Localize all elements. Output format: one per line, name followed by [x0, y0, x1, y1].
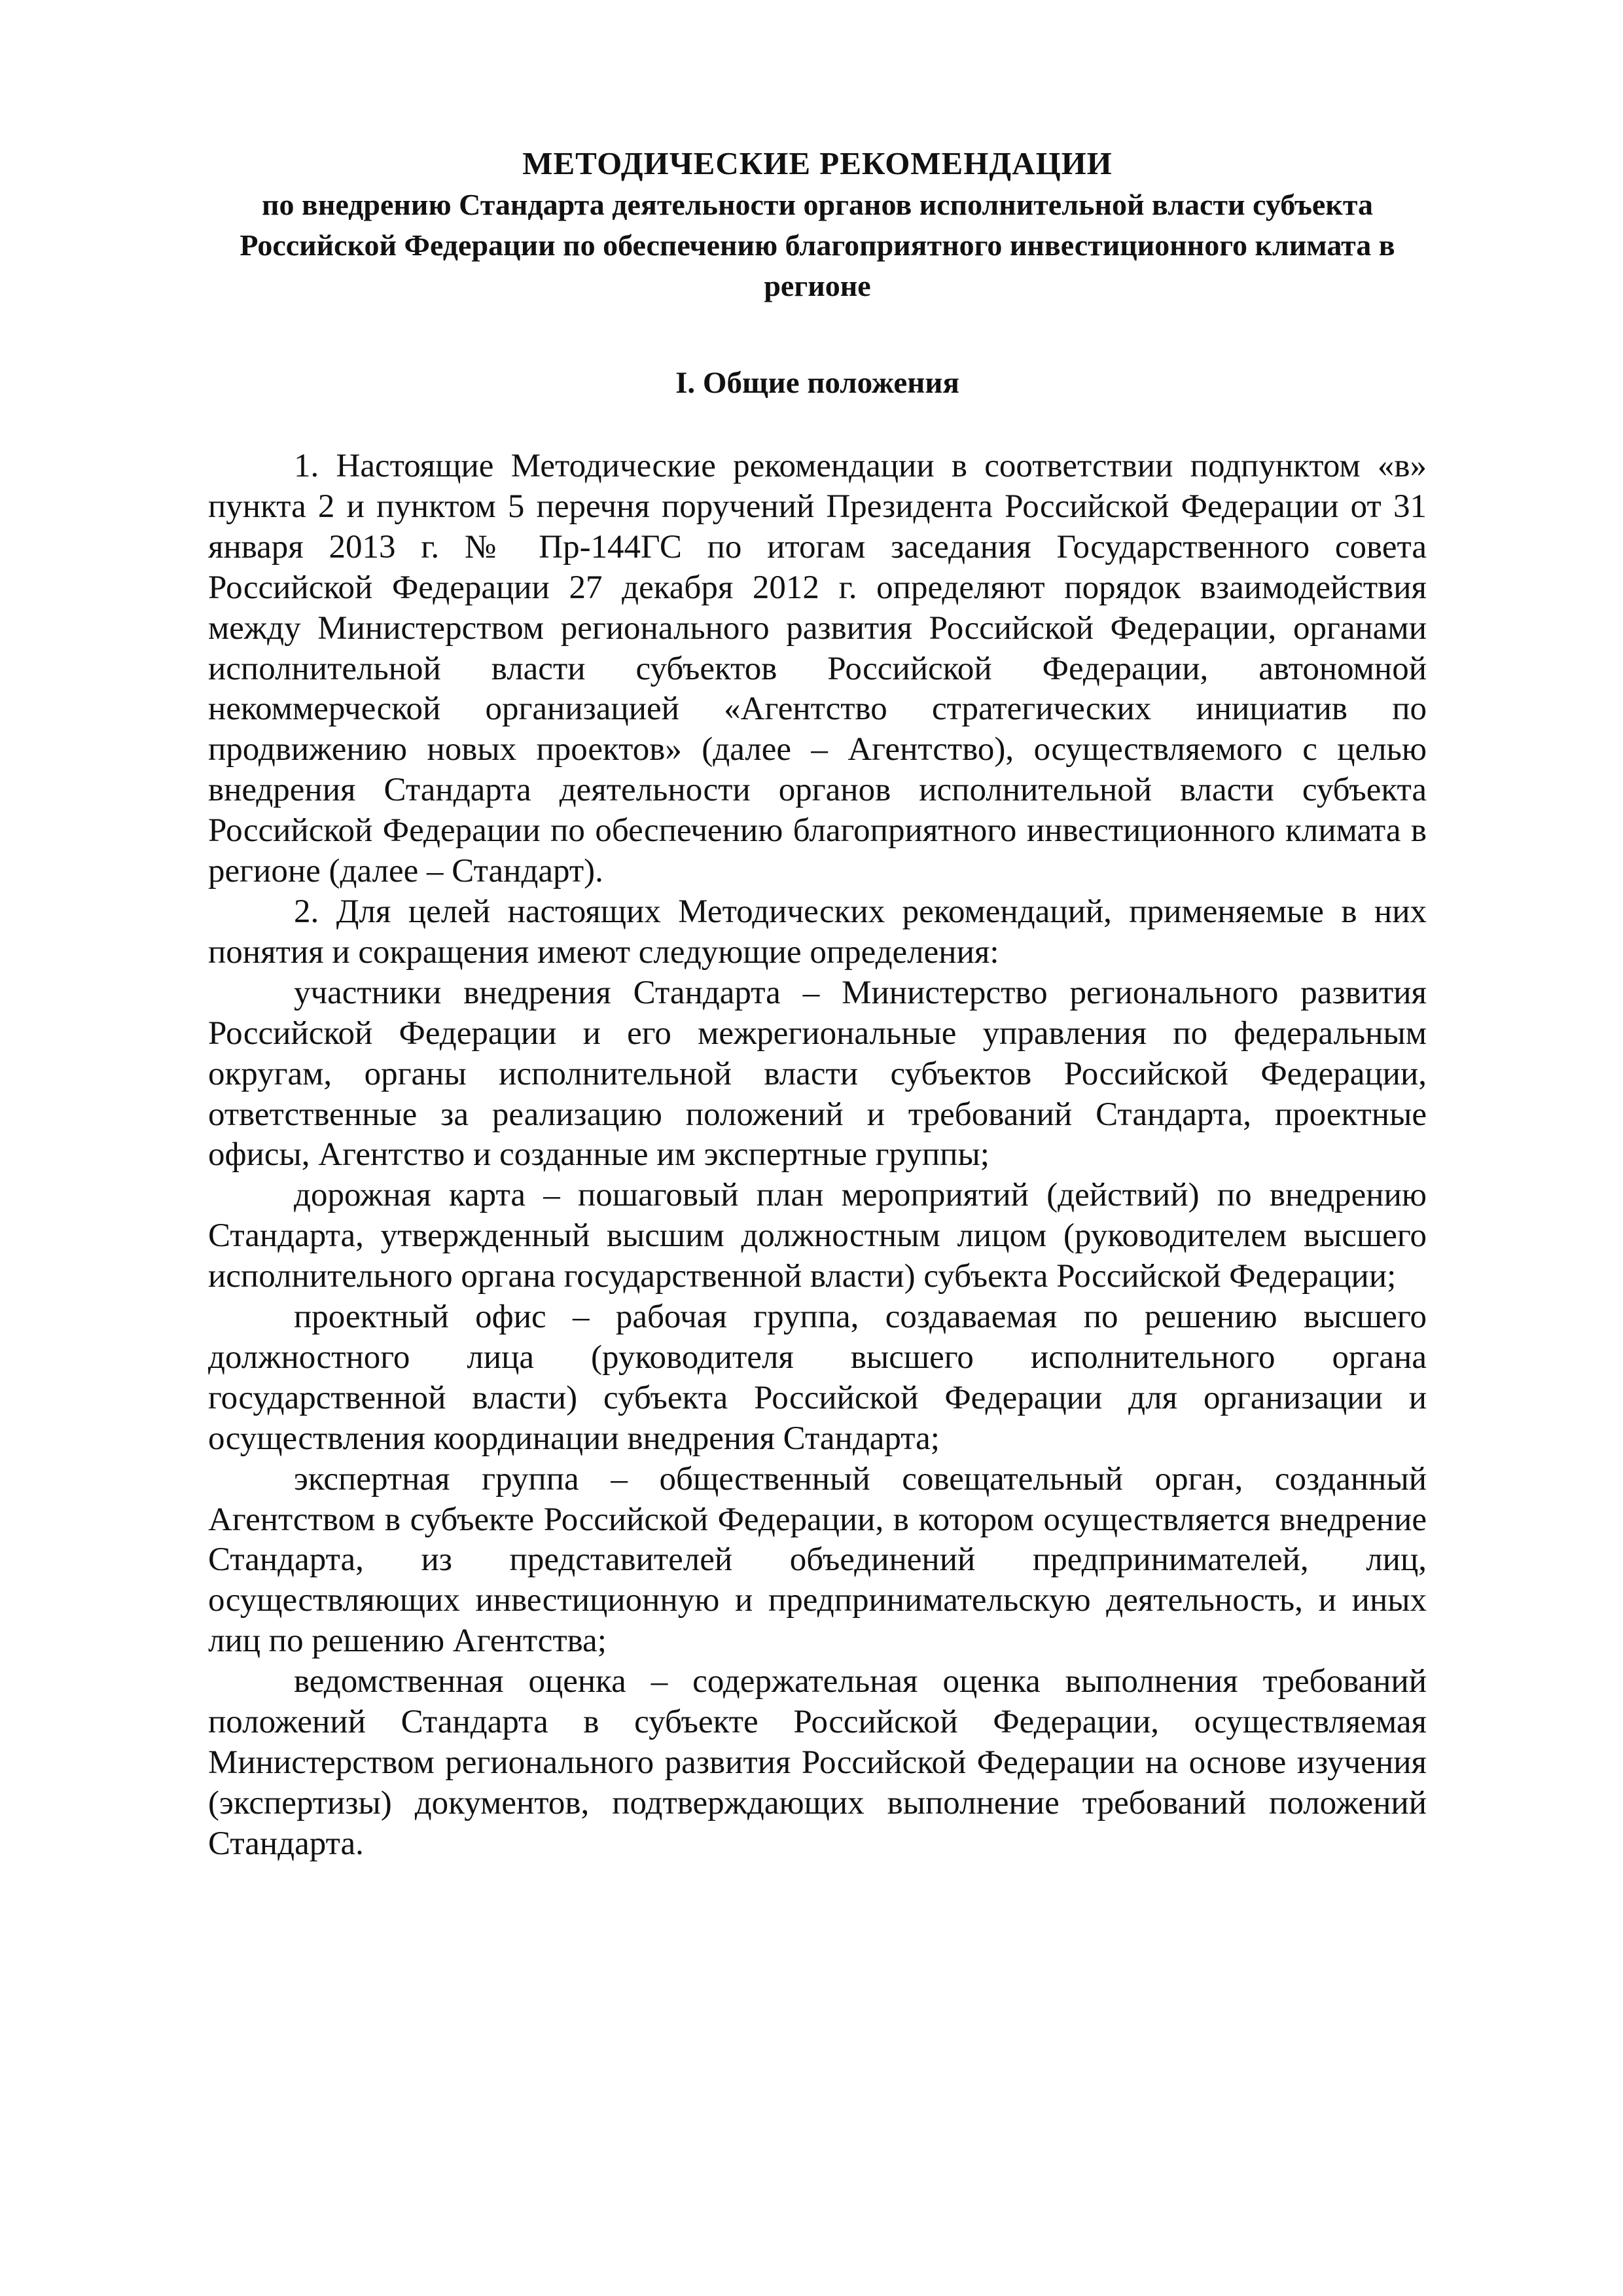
- definition-project-office: проектный офис – рабочая группа, создаваемая по решению высшего должностного лица (руководителя высшего исполнительного органа государственной власти) субъекта Российской Федерации для организации и осуществления координации внедрения Стандарта;: [208, 1299, 1427, 1457]
- document-subtitle: по внедрению Стандарта деятельности органов исполнительной власти субъекта Российской Федерации по обеспечению благоприятного инвестиционного климата в регионе: [240, 188, 1395, 302]
- definition-roadmap: дорожная карта – пошаговый план мероприятий (действий) по внедрению Стандарта, утвержденный высшим должностным лицом (руководителем высшего исполнительного органа государственной власти) субъекта Российской Федерации;: [208, 1177, 1427, 1295]
- paragraph-1: 1. Настоящие Методические рекомендации в соответствии подпунктом «в» пункта 2 и пунктом 5 перечня поручений Президента Российской Федерации от 31 января 2013 г. № Пр-144ГС по итогам заседания Государственного совета Российской Федерации 27 декабря 2012 г. определяют порядок взаимодействия между Министерством регионального развития Российской Федерации, органами исполнительной власти субъектов Российской Федерации, автономной некоммерческой организацией «Агентство стратегических инициатив по продвижению новых проектов» (далее – Агентство), осуществляемого с целью внедрения Стандарта деятельности органов исполнительной власти субъекта Российской Федерации по обеспечению благоприятного инвестиционного климата в регионе (далее – Стандарт).: [208, 448, 1427, 890]
- definition-departmental-assessment: ведомственная оценка – содержательная оценка выполнения требований положений Стандарта в субъекте Российской Федерации, осуществляемая Министерством регионального развития Российской Федерации на основе изучения (экспертизы) документов, подтверждающих выполнение требований положений Стандарта.: [208, 1663, 1427, 1862]
- definition-expert-group: экспертная группа – общественный совещательный орган, созданный Агентством в субъекте Российской Федерации, в котором осуществляется внедрение Стандарта, из представителей объединений предпринимателей, лиц, осуществляющих инвестиционную и предпринимательскую деятельность, и иных лиц по решению Агентства;: [208, 1460, 1427, 1660]
- document-title: МЕТОДИЧЕСКИЕ РЕКОМЕНДАЦИИ: [522, 145, 1113, 181]
- paragraph-2: 2. Для целей настоящих Методических рекомендаций, применяемые в них понятия и сокращения имеют следующие определения:: [208, 893, 1427, 971]
- document-body: [208, 143, 1427, 1865]
- section-heading: I. Общие положения: [675, 366, 959, 400]
- definition-participants: участники внедрения Стандарта – Министерство регионального развития Российской Федерации и его межрегиональные управления по федеральным округам, органы исполнительной власти субъектов Российской Федерации, ответственные за реализацию положений и требований Стандарта, проектные офисы, Агентство и созданные им экспертные группы;: [208, 974, 1427, 1174]
